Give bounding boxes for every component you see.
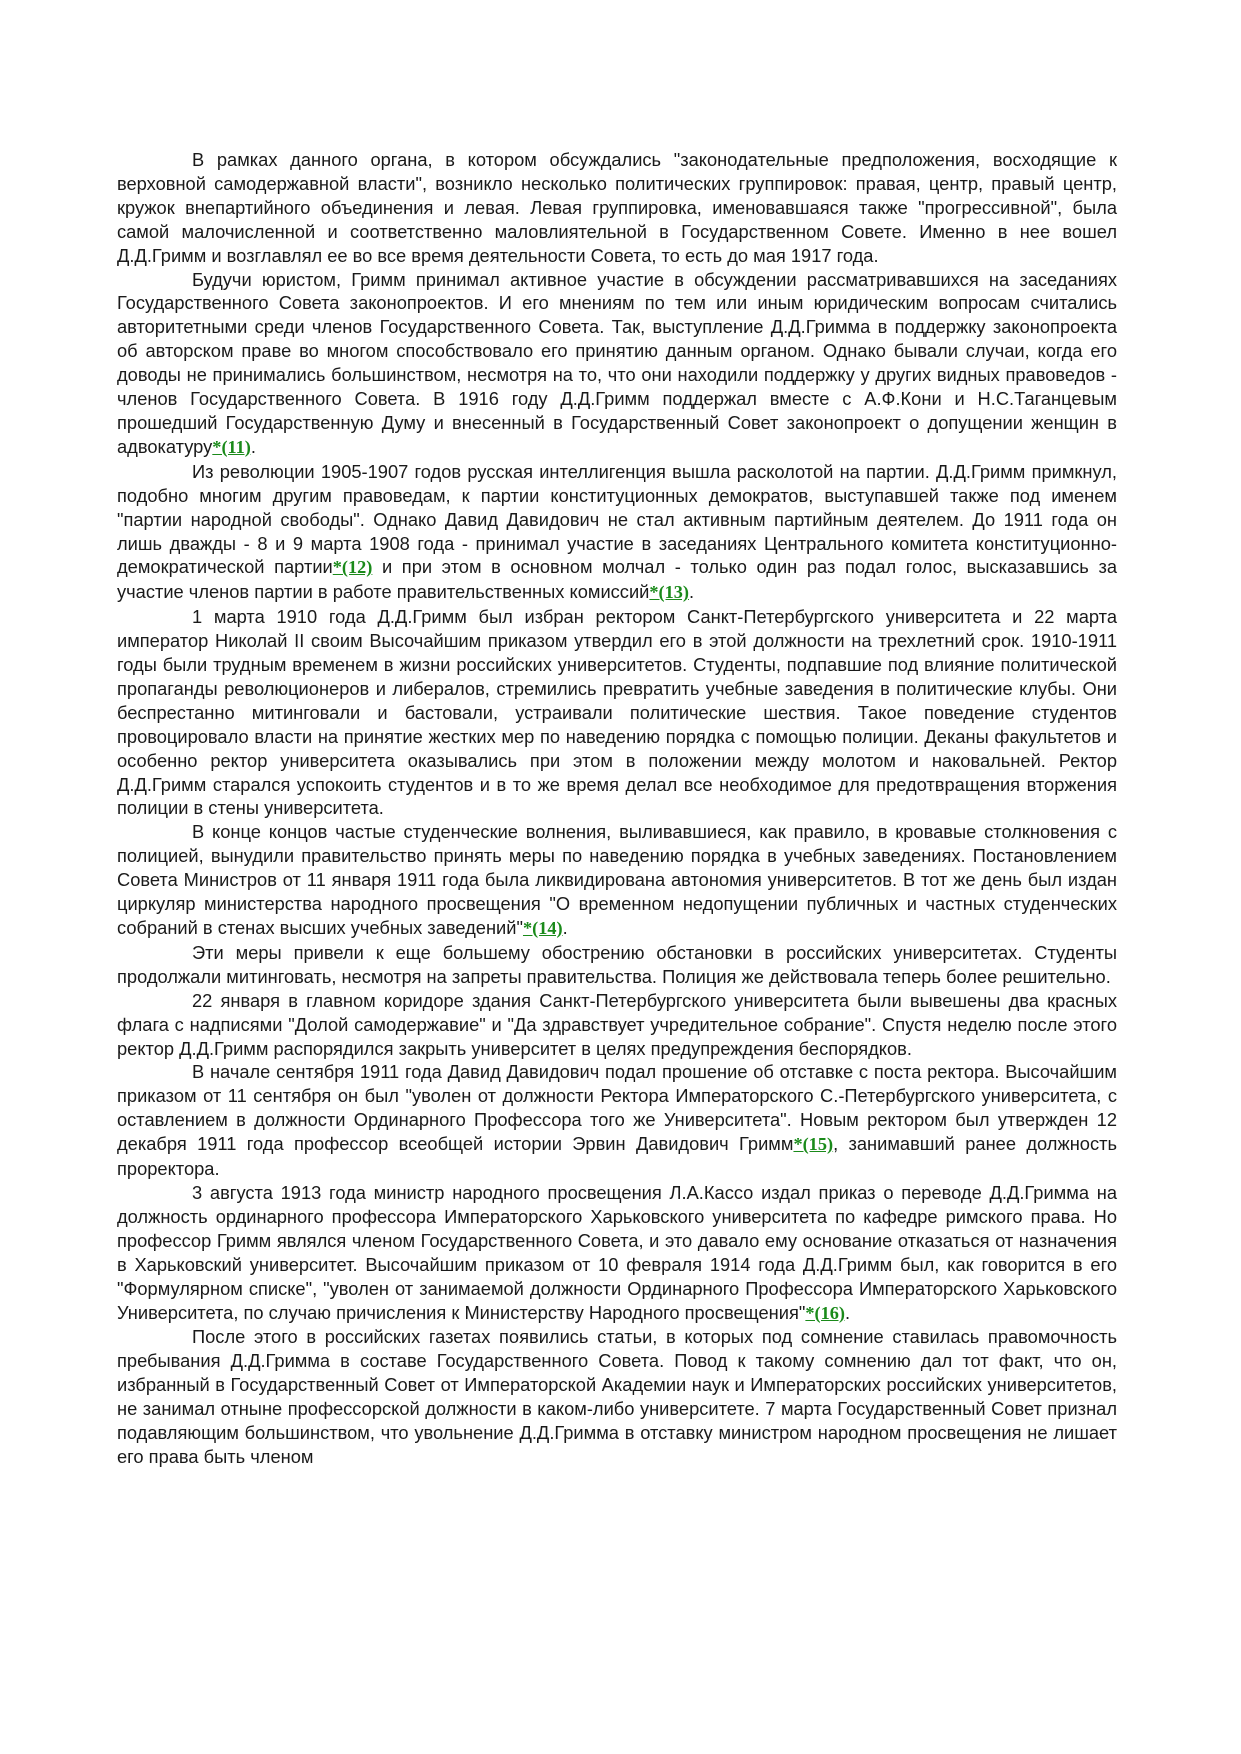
paragraph-text: В начале сентября 1911 года Давид Давидович подал прошение об отставке с поста ректора. Высочайшим приказом от 11 сентября он был "уволен от должности Ректора Императорского С.-Петербургского университета, с оставлением в должности Ординарного Профессора того же Университета". Новым ректором был утвержден 12 декабря 1911 года профессор всеобщей истории Эрвин Давидович Гримм: [117, 1061, 1117, 1155]
footnote-link-11[interactable]: *(11): [212, 436, 251, 457]
document-page: [117, 148, 1117, 1469]
footnote-link-12[interactable]: *(12): [332, 557, 373, 578]
paragraph-8: [117, 1060, 1117, 1181]
paragraph-3: [117, 460, 1117, 605]
footnote-link-16[interactable]: *(16): [805, 1302, 845, 1323]
paragraph-tail: , занимавший ранее должность проректора.: [117, 1133, 1118, 1180]
footnote-link-14[interactable]: *(14): [522, 918, 563, 938]
paragraph-6: [117, 941, 1117, 989]
paragraph-text: Будучи юристом, Гримм принимал активное участие в обсуждении рассматривавшихся на заседаниях Государственного Совета законопроектов. И его мнениям по тем или иным юридическим вопросам считались авторитетными среди членов Государственного Совета. Так, выступление Д.Д.Гримма в поддержку законопроекта об авторском праве во многом способствовало его принятию данным органом. Однако бывали случаи, когда его доводы не принимались большинством, несмотря на то, что они находили поддержку у других видных правоведов - членов Государственного Совета. В 1916 году Д.Д.Гримм поддержал вместе с А.Ф.Кони и Н.С.Таганцевым прошедший Государственную Думу и внесенный в Государственный Совет законопроект о допущении женщин в адвокатуру: [117, 268, 1117, 457]
paragraph-text: После этого в российских газетах появились статьи, в которых под сомнение ставилась правомочность пребывания Д.Д.Гримма в составе Государственного Совета. Повод к такому сомнению дал тот факт, что он, избранный в Государственный Совет от Императорской Академии наук и Императорских российских университетов, не занимал отныне профессорской должности в каком-либо университете. 7 марта Государственный Совет признал подавляющим большинством, что увольнение Д.Д.Гримма в отставку министром народном просвещения не лишает его права быть членом: [117, 1326, 1117, 1467]
paragraph-9: [117, 1181, 1117, 1325]
paragraph-text: 22 января в главном коридоре здания Санкт-Петербургского университета были вывешены два красных флага с надписями "Долой самодержавие" и "Да здравствует учредительное собрание". Спустя неделю после этого ректор Д.Д.Гримм распорядился закрыть университет в целях предупреждения беспорядков.: [117, 989, 1117, 1059]
paragraph-text: В конце концов частые студенческие волнения, выливавшиеся, как правило, в кровавые столкновения с полицией, вынудили правительство принять меры по наведению порядка в учебных заведениях. Постановлением Совета Министров от 11 января 1911 года была ликвидирована автономия университетов. В тот же день был издан циркуляр министерства народного просвещения "О временном недопущении публичных и частных студенческих собраний в стенах высших учебных заведений": [117, 821, 1117, 938]
footnote-link-13[interactable]: *(13): [649, 582, 689, 603]
paragraph-tail: .: [844, 1301, 851, 1323]
paragraph-text: 1 марта 1910 года Д.Д.Гримм был избран ректором Санкт-Петербургского университета и 22 марта император Николай II своим Высочайшим приказом утвердил его в этой должности на трехлетний срок. 1910-1911 годы были трудным временем в жизни российских университетов. Студенты, подпавшие под влияние политической пропаганды революционеров и либералов, стремились превратить учебные заведения в политические клубы. Они беспрестанно митинговали и бастовали, устраивали политические шествия. Такое поведение студентов провоцировало власти на принятие жестких мер по наведению порядка с помощью полиции. Деканы факультетов и особенно ректор университета оказывались при этом в положении между молотом и наковальней. Ректор Д.Д.Гримм старался успокоить студентов и в то же время делал все необходимое для предотвращения вторжения полиции в стены университета.: [117, 606, 1117, 819]
paragraph-5: [117, 820, 1117, 941]
paragraph-1: [117, 148, 1117, 268]
paragraph-text: Из революции 1905-1907 годов русская интеллигенция вышла расколотой на партии. Д.Д.Гримм примкнул, подобно многим другим правоведам, к партии конституционных демократов, выступавшей также под именем "партии народной свободы". Однако Давид Давидович не стал активным партийным деятелем. До 1911 года он лишь дважды - 8 и 9 марта 1908 года - принимал участие в заседаниях Центрального комитета конституционно-демократической партии: [117, 460, 1117, 578]
footnote-link-15[interactable]: *(15): [793, 1134, 834, 1155]
paragraph-4: [117, 605, 1117, 820]
paragraph-10: [117, 1325, 1117, 1468]
paragraph-text: 3 августа 1913 года министр народного просвещения Л.А.Кассо издал приказ о переводе Д.Д.Гримма на должность ординарного профессора Императорского Харьковского университета по кафедре римского права. Но профессор Гримм являлся членом Государственного Совета, и это давало ему основание отказаться от назначения в Харьковский университет. Высочайшим приказом от 10 февраля 1914 года Д.Д.Гримм был, как говорится в его "Формулярном списке", "уволен от занимаемой должности Ординарного Профессора Императорского Харьковского Университета, по случаю причисления к Министерству Народного просвещения": [117, 1181, 1117, 1323]
paragraph-text: Эти меры привели к еще большему обострению обстановки в российских университетах. Студенты продолжали митинговать, несмотря на запреты правительства. Полиция же действовала теперь более решительно.: [117, 941, 1117, 987]
paragraph-text: В рамках данного органа, в котором обсуждались "законодательные предположения, восходящие к верховной самодержавной власти", возникло несколько политических группировок: правая, центр, правый центр, кружок внепартийного объединения и левая. Левая группировка, именовавшаяся также "прогрессивной", была самой малочисленной и соответственно маловлиятельной в Государственном Совете. Именно в нее вошел Д.Д.Гримм и возглавлял ее во все время деятельности Совета, то есть до мая 1917 года.: [117, 149, 1117, 266]
paragraph-7: [117, 989, 1117, 1061]
paragraph-tail: .: [562, 917, 568, 938]
paragraph-tail: .: [250, 435, 256, 457]
paragraph-tail: и при этом в основном молчал - только один раз подал голос, высказавшись за участие членов партии в работе правительственных комиссий: [117, 556, 1117, 603]
paragraph-2: [117, 268, 1117, 460]
paragraph-tail: .: [688, 581, 695, 603]
